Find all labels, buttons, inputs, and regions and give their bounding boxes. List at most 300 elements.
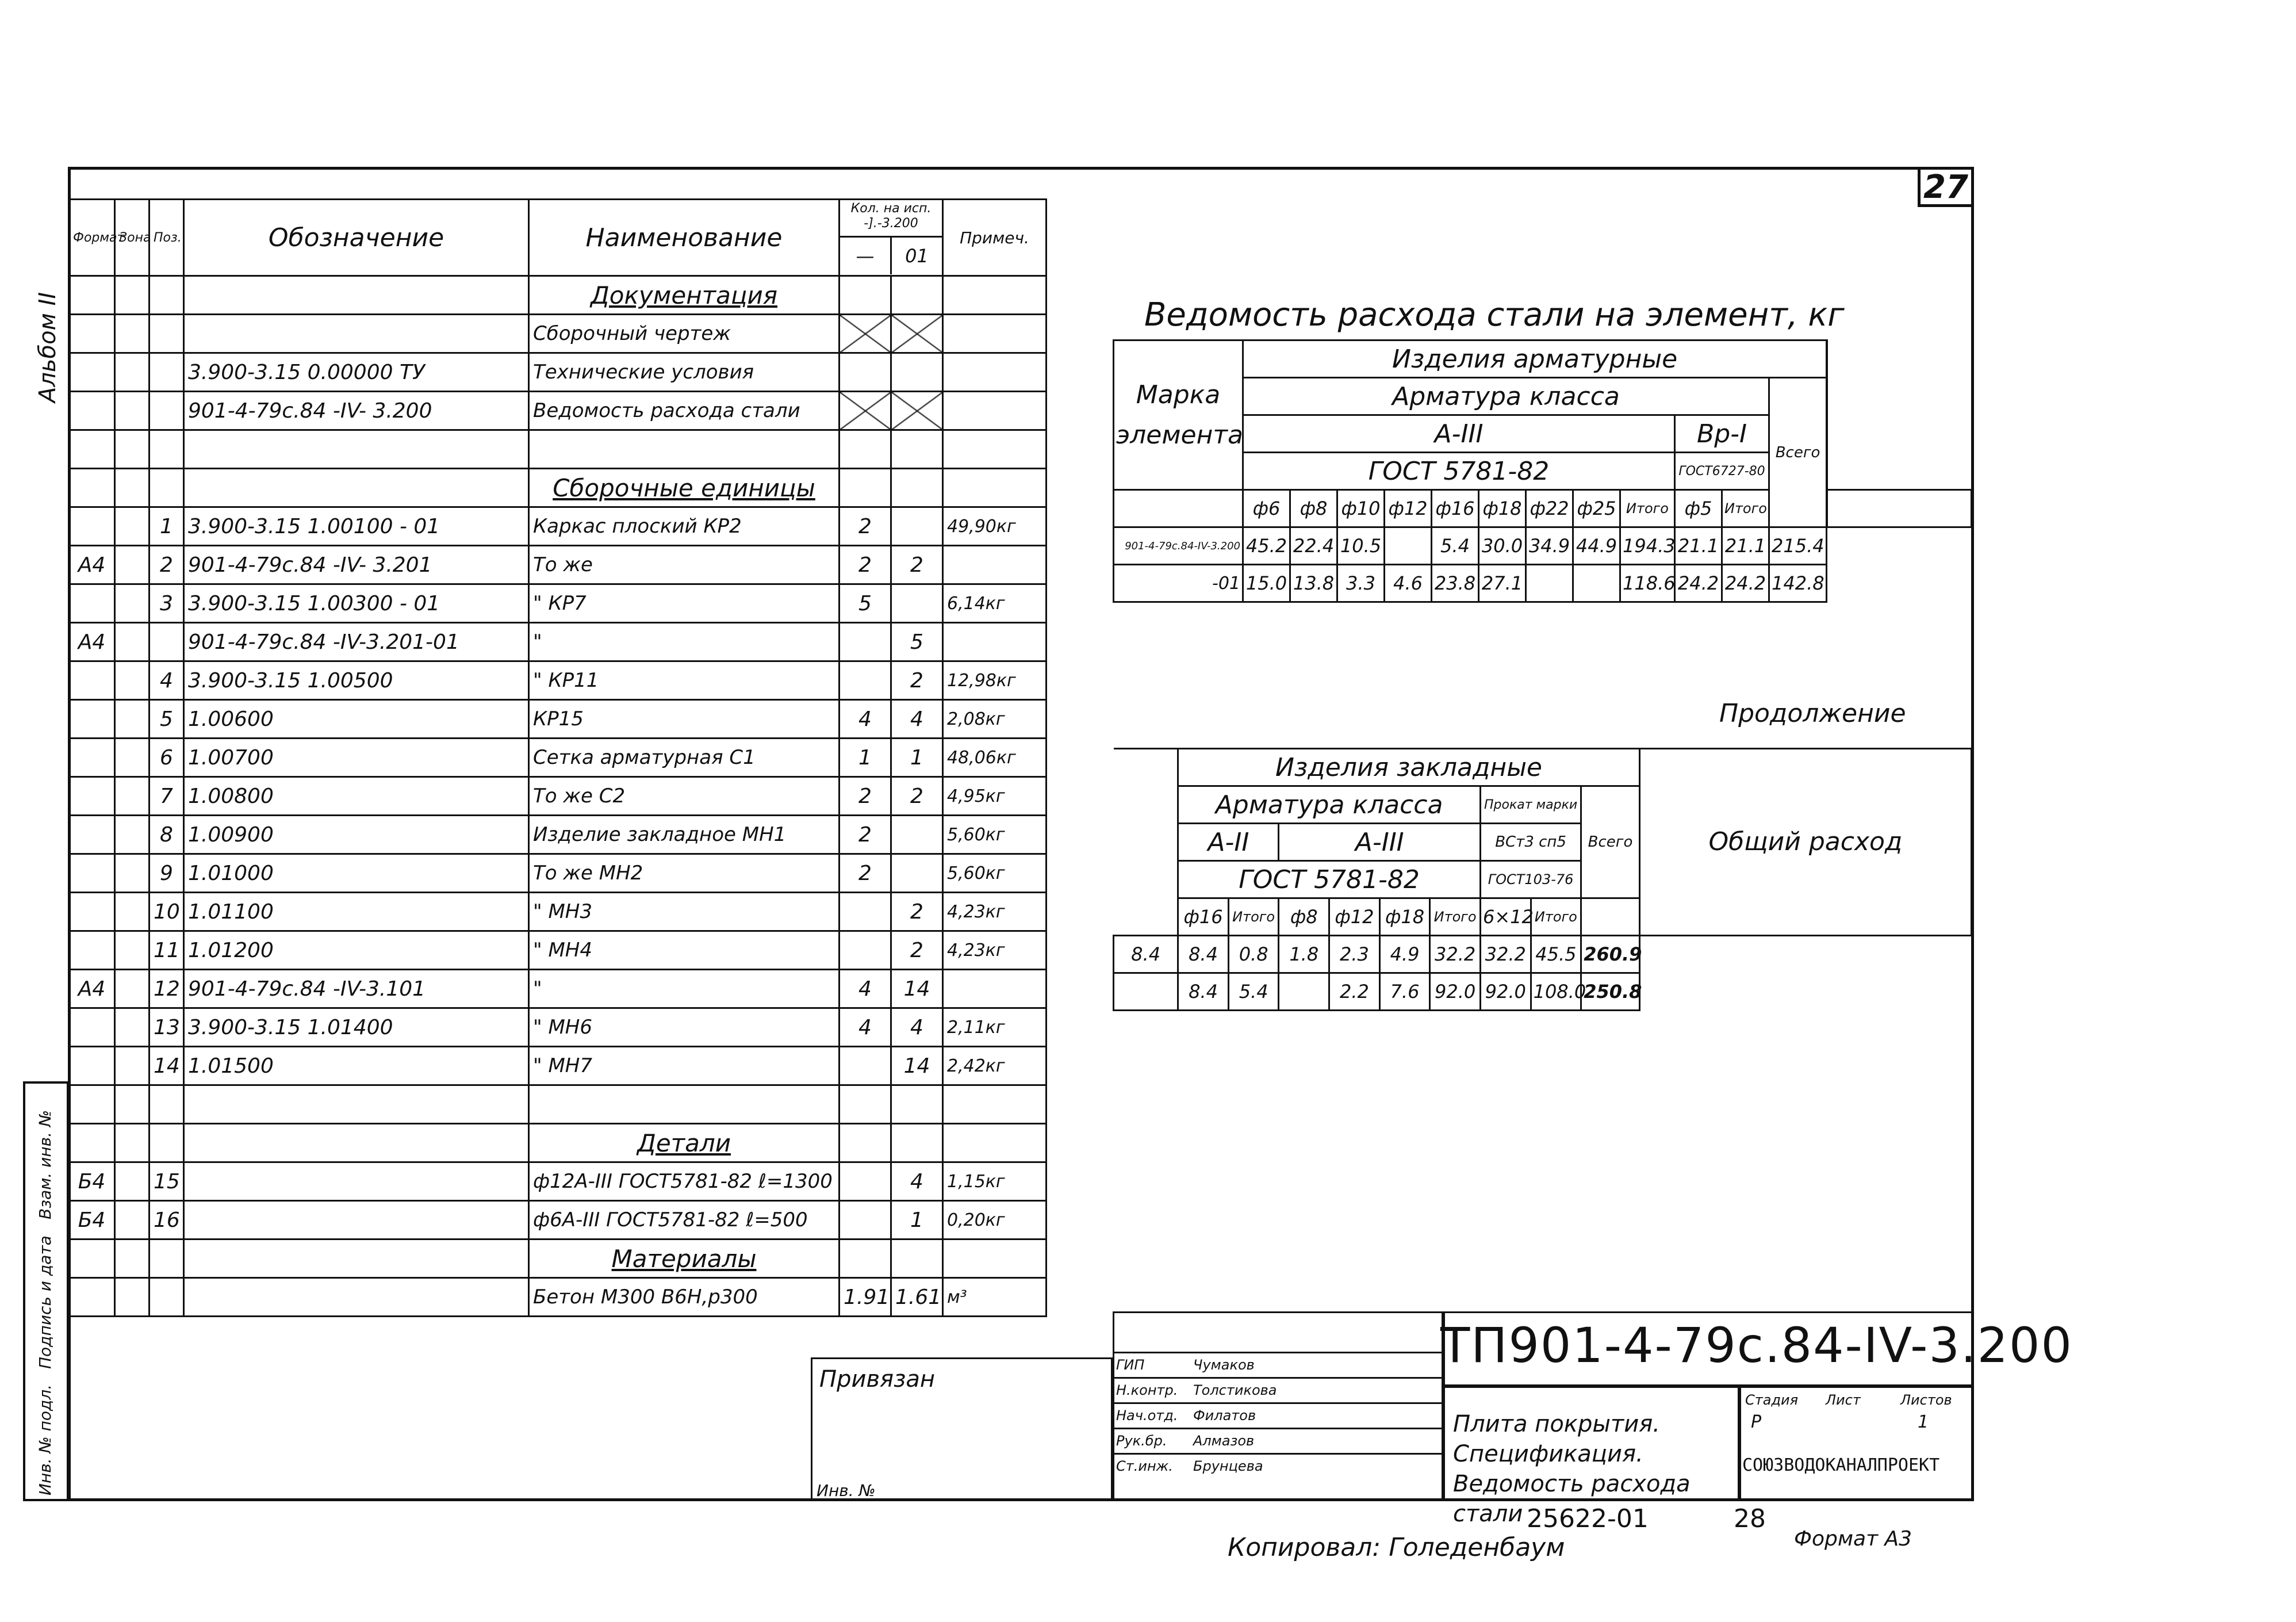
t1-value: 24.2	[1675, 565, 1722, 602]
spec-zone	[115, 816, 150, 854]
col-zone: Зона	[115, 200, 150, 276]
spec-note	[943, 430, 1047, 469]
spec-note: 4,23кг	[943, 931, 1047, 970]
spec-qty-1: 2	[840, 816, 891, 854]
spec-zone	[115, 739, 150, 777]
spec-format	[69, 931, 115, 970]
spec-row	[69, 1162, 1047, 1201]
spec-qty-1	[840, 315, 891, 353]
spec-cell-empty	[840, 1240, 891, 1278]
spec-cell-empty	[150, 1240, 184, 1278]
stamp-signature-date: Подпись и дата	[36, 1235, 55, 1369]
spec-format: Б4	[69, 1201, 115, 1240]
spec-qty-2	[891, 816, 943, 854]
t1-col-header: Итого	[1620, 490, 1675, 527]
spec-cell-empty	[184, 469, 529, 507]
spec-qty-1: 1.91	[840, 1278, 891, 1317]
spec-row	[69, 1047, 1047, 1085]
spec-designation: 901-4-79с.84 -IV- 3.200	[184, 392, 529, 430]
bound-label: Привязан	[819, 1366, 936, 1393]
spec-designation: 3.900-3.15 1.00300 - 01	[184, 584, 529, 623]
spec-row	[69, 661, 1047, 700]
role-title: ГИП	[1116, 1357, 1145, 1373]
spec-body	[69, 276, 1047, 1317]
spec-pos: 5	[150, 700, 184, 739]
spec-name: Ведомость расхода стали	[529, 392, 840, 430]
spec-row	[69, 507, 1047, 546]
spec-cell-empty	[943, 276, 1047, 315]
t1-blank	[1114, 490, 1243, 527]
role-person: Брунцева	[1193, 1458, 1263, 1474]
spec-row	[69, 1124, 1047, 1162]
spec-row	[69, 584, 1047, 623]
spec-pos: 15	[150, 1162, 184, 1201]
spec-qty-1: 4	[840, 1008, 891, 1047]
spec-qty-2: 2	[891, 931, 943, 970]
t1-col-header: ф10	[1337, 490, 1385, 527]
spec-name: "	[529, 970, 840, 1008]
organization: СОЮЗВОДОКАНАЛПРОЕКТ	[1742, 1455, 1940, 1475]
t1-value: 44.9	[1573, 527, 1620, 565]
spec-qty-2	[891, 854, 943, 893]
spec-pos	[150, 315, 184, 353]
h-rebar-products: Изделия арматурные	[1243, 341, 1827, 378]
stage-header: Стадия	[1745, 1392, 1799, 1408]
spec-qty-1	[840, 931, 891, 970]
spec-qty-1: 4	[840, 970, 891, 1008]
qty-col-2: 01	[905, 244, 929, 267]
spec-cell-empty	[943, 469, 1047, 507]
spec-designation: 1.00800	[184, 777, 529, 816]
spec-row	[69, 893, 1047, 931]
spec-designation: 1.01100	[184, 893, 529, 931]
spec-cell-empty	[184, 1240, 529, 1278]
stamp-vzam-inv: Взам. инв. №	[36, 1110, 55, 1219]
t1-value: 23.8	[1432, 565, 1479, 602]
spec-cell-empty	[150, 276, 184, 315]
t2-value: 8.4	[1178, 973, 1229, 1011]
spec-format	[69, 700, 115, 739]
t1-value	[1573, 565, 1620, 602]
role-row	[1113, 1453, 1443, 1478]
spec-designation	[184, 1201, 529, 1240]
h-vst: ВСт3 сп5	[1480, 824, 1581, 861]
spec-zone	[115, 931, 150, 970]
spec-note: 49,90кг	[943, 507, 1047, 546]
t1-total: 215.4	[1769, 527, 1827, 565]
spec-qty-1	[840, 623, 891, 661]
spec-zone	[115, 661, 150, 700]
role-row	[1113, 1377, 1443, 1402]
order-number: 25622-01	[1527, 1504, 1649, 1533]
spec-cell-empty	[69, 1240, 115, 1278]
t2-total: 45.5	[1531, 936, 1581, 973]
spec-pos: 10	[150, 893, 184, 931]
t2-value: 2.2	[1329, 973, 1380, 1011]
spec-format	[69, 661, 115, 700]
spec-pos: 3	[150, 584, 184, 623]
h-gost-5781-2: ГОСТ 5781-82	[1178, 861, 1481, 898]
spec-zone	[115, 546, 150, 584]
spec-note	[943, 970, 1047, 1008]
spec-row	[69, 430, 1047, 469]
spec-qty-1: 2	[840, 777, 891, 816]
spec-note	[943, 546, 1047, 584]
spec-zone	[115, 353, 150, 392]
spec-designation: 901-4-79с.84 -IV- 3.201	[184, 546, 529, 584]
spec-pos: 13	[150, 1008, 184, 1047]
spec-cell-empty	[115, 1124, 150, 1162]
spec-pos	[150, 430, 184, 469]
spec-zone	[115, 1278, 150, 1317]
h-bp1: Вр-I	[1675, 415, 1769, 453]
spec-zone	[115, 315, 150, 353]
spec-designation: 1.01500	[184, 1047, 529, 1085]
document-title: Плита покрытия. Спецификация. Ведомость расхода стали	[1453, 1411, 1691, 1527]
spec-row	[69, 392, 1047, 430]
qty-col-1: —	[840, 238, 892, 274]
spec-note	[943, 1085, 1047, 1124]
spec-qty-2: 2	[891, 893, 943, 931]
h-total-2: Всего	[1581, 786, 1640, 898]
stage-value: Р	[1751, 1412, 1762, 1432]
spec-cell-empty	[115, 469, 150, 507]
spec-format: Б4	[69, 1162, 115, 1201]
t1-value: 118.6	[1620, 565, 1675, 602]
t2-value: 1.8	[1279, 936, 1329, 973]
spec-row	[69, 623, 1047, 661]
spec-qty-2	[891, 1085, 943, 1124]
h-gost-5781: ГОСТ 5781-82	[1243, 453, 1675, 490]
spec-qty-1: 5	[840, 584, 891, 623]
spec-designation: 3.900-3.15 0.00000 ТУ	[184, 353, 529, 392]
t2-total-blank	[1581, 898, 1640, 936]
spec-pos	[150, 353, 184, 392]
spec-qty-1	[840, 1162, 891, 1201]
spec-name: " МН3	[529, 893, 840, 931]
spec-cell-empty	[150, 1124, 184, 1162]
t1-value: 10.5	[1337, 527, 1385, 565]
spec-note: 2,11кг	[943, 1008, 1047, 1047]
t2-col-header: ф18	[1379, 898, 1430, 936]
spec-qty-1	[840, 1085, 891, 1124]
t2-value: 32.2	[1430, 936, 1481, 973]
h-embedded-products: Изделия закладные	[1178, 749, 1640, 786]
t2-value: 32.2	[1480, 936, 1531, 973]
role-person: Филатов	[1193, 1407, 1256, 1424]
spec-zone	[115, 392, 150, 430]
spec-qty-2	[891, 392, 943, 430]
spec-name	[529, 430, 840, 469]
t2-value: 7.6	[1379, 973, 1430, 1011]
spec-pos: 1	[150, 507, 184, 546]
t1-column-row	[1114, 490, 1972, 527]
spec-row	[69, 1008, 1047, 1047]
spec-note	[943, 623, 1047, 661]
t2-overall: 250.8	[1581, 973, 1640, 1011]
spec-qty-1	[840, 353, 891, 392]
spec-cell-empty	[891, 276, 943, 315]
spec-note: 5,60кг	[943, 816, 1047, 854]
h-gost-103: ГОСТ103-76	[1480, 861, 1581, 898]
t2-col-header: ф12	[1329, 898, 1380, 936]
spec-section-title: Материалы	[529, 1240, 840, 1278]
spec-format	[69, 507, 115, 546]
spec-zone	[115, 854, 150, 893]
spec-qty-2: 2	[891, 661, 943, 700]
spec-section-title: Документация	[529, 276, 840, 315]
spec-name: " МН6	[529, 1008, 840, 1047]
spec-pos: 16	[150, 1201, 184, 1240]
spec-pos: 2	[150, 546, 184, 584]
spec-name: Изделие закладное МН1	[529, 816, 840, 854]
spec-qty-2: 4	[891, 700, 943, 739]
spec-row	[69, 931, 1047, 970]
spec-row	[69, 469, 1047, 507]
t2-value: 2.3	[1329, 936, 1380, 973]
spec-name: " КР11	[529, 661, 840, 700]
t2-value	[1114, 973, 1178, 1011]
spec-qty-2: 4	[891, 1162, 943, 1201]
t2-col-header: ф16	[1178, 898, 1229, 936]
spec-zone	[115, 700, 150, 739]
spec-format	[69, 739, 115, 777]
t1-col-header: ф25	[1573, 490, 1620, 527]
t1-total: 142.8	[1769, 565, 1827, 602]
role-title: Ст.инж.	[1116, 1458, 1173, 1474]
spec-designation	[184, 1278, 529, 1317]
spec-name	[529, 1085, 840, 1124]
spec-note: 4,95кг	[943, 777, 1047, 816]
spec-name: То же	[529, 546, 840, 584]
spec-pos: 11	[150, 931, 184, 970]
spec-designation: 901-4-79с.84 -IV-3.201-01	[184, 623, 529, 661]
spec-pos: 4	[150, 661, 184, 700]
h-gost-6727: ГОСТ6727-80	[1675, 453, 1769, 490]
t1-row	[1114, 565, 1972, 602]
spec-pos: 6	[150, 739, 184, 777]
inv-label: Инв. №	[817, 1481, 876, 1500]
h-a3-2: А-III	[1279, 824, 1481, 861]
t2-col-header: Итого	[1430, 898, 1481, 936]
spec-cell-empty	[840, 1124, 891, 1162]
spec-pos: 8	[150, 816, 184, 854]
spec-qty-1	[840, 1047, 891, 1085]
t1-col-header: ф5	[1675, 490, 1722, 527]
h-overall: Общий расход	[1639, 749, 1971, 936]
spec-note	[943, 315, 1047, 353]
t1-total-blank	[1827, 490, 1972, 527]
qty-title: Кол. на исп. -].-3.200	[840, 201, 942, 238]
spec-cell-empty	[69, 276, 115, 315]
spec-designation	[184, 430, 529, 469]
h-mark: Марка элемента	[1114, 341, 1243, 490]
t1-value: 5.4	[1432, 527, 1479, 565]
spec-zone	[115, 1008, 150, 1047]
spec-qty-1: 2	[840, 854, 891, 893]
h-rebar-class: Арматура класса	[1243, 378, 1769, 415]
spec-qty-2: 5	[891, 623, 943, 661]
spec-qty-2: 2	[891, 777, 943, 816]
col-format: Формат	[69, 200, 115, 276]
spec-note: 48,06кг	[943, 739, 1047, 777]
spec-format	[69, 584, 115, 623]
spec-note: 2,08кг	[943, 700, 1047, 739]
spec-pos: 9	[150, 854, 184, 893]
t1-mark: -01	[1114, 565, 1243, 602]
spec-qty-1: 4	[840, 700, 891, 739]
spec-row	[69, 353, 1047, 392]
col-designation: Обозначение	[184, 200, 529, 276]
spec-row	[69, 1278, 1047, 1317]
spec-format: А4	[69, 970, 115, 1008]
t1-col-header: ф22	[1526, 490, 1573, 527]
spec-format	[69, 315, 115, 353]
spec-cell-empty	[184, 1124, 529, 1162]
spec-name: КР15	[529, 700, 840, 739]
spec-note: 0,20кг	[943, 1201, 1047, 1240]
sheets-header: Листов	[1900, 1392, 1952, 1408]
t2-value: 5.4	[1228, 973, 1279, 1011]
h-total-1: Всего	[1769, 378, 1827, 527]
spec-designation: 1.01000	[184, 854, 529, 893]
spec-pos	[150, 392, 184, 430]
spec-cell-empty	[150, 469, 184, 507]
spec-cell-empty	[840, 276, 891, 315]
steel-table-embedded	[1113, 748, 1972, 1011]
col-name: Наименование	[529, 200, 840, 276]
role-row	[1113, 1428, 1443, 1453]
spec-format	[69, 353, 115, 392]
h-a2: А-II	[1178, 824, 1279, 861]
spec-row	[69, 700, 1047, 739]
t2-value: 0.8	[1228, 936, 1279, 973]
spec-qty-1	[840, 893, 891, 931]
spec-header-row	[69, 200, 1047, 276]
spec-name: Каркас плоский КР2	[529, 507, 840, 546]
spec-name: ф12А-III ГОСТ5781-82 ℓ=1300	[529, 1162, 840, 1201]
spec-note: 2,42кг	[943, 1047, 1047, 1085]
spec-cell-empty	[891, 469, 943, 507]
spec-format	[69, 893, 115, 931]
spec-note: 1,15кг	[943, 1162, 1047, 1201]
spec-cell-empty	[943, 1240, 1047, 1278]
spec-cell-empty	[840, 469, 891, 507]
role-person: Алмазов	[1193, 1433, 1255, 1449]
spec-qty-2: 2	[891, 546, 943, 584]
spec-name: ф6А-III ГОСТ5781-82 ℓ=500	[529, 1201, 840, 1240]
drawing-cipher: ТП901-4-79с.84-IV-3.200	[1440, 1317, 2073, 1374]
t2-value: 4.9	[1379, 936, 1430, 973]
h-a3: А-III	[1243, 415, 1675, 453]
spec-designation: 901-4-79с.84 -IV-3.101	[184, 970, 529, 1008]
t2-value	[1279, 973, 1329, 1011]
spec-pos: 14	[150, 1047, 184, 1085]
role-title: Н.контр.	[1116, 1382, 1178, 1398]
t2-value: 92.0	[1480, 973, 1531, 1011]
spec-designation: 1.00700	[184, 739, 529, 777]
t2-col-header: Итого	[1531, 898, 1581, 936]
t1-value: 27.1	[1479, 565, 1526, 602]
spec-pos	[150, 1278, 184, 1317]
spec-note	[943, 353, 1047, 392]
spec-designation: 1.00600	[184, 700, 529, 739]
spec-zone	[115, 430, 150, 469]
spec-name: Сетка арматурная С1	[529, 739, 840, 777]
spec-designation: 3.900-3.15 1.01400	[184, 1008, 529, 1047]
spec-name: " МН7	[529, 1047, 840, 1085]
spec-note	[943, 392, 1047, 430]
spec-name: " МН4	[529, 931, 840, 970]
sheet-format: Формат А3	[1794, 1527, 1912, 1551]
spec-qty-2	[891, 315, 943, 353]
t1-value	[1526, 565, 1573, 602]
t1-value: 34.9	[1526, 527, 1573, 565]
spec-designation: 1.01200	[184, 931, 529, 970]
spec-qty-1: 1	[840, 739, 891, 777]
spec-designation: 3.900-3.15 1.00100 - 01	[184, 507, 529, 546]
spec-name: То же С2	[529, 777, 840, 816]
role-title: Рук.бр.	[1116, 1433, 1167, 1449]
t2-value: 8.4	[1114, 936, 1178, 973]
t1-value: 21.1	[1722, 527, 1769, 565]
spec-row	[69, 276, 1047, 315]
spec-qty-2: 14	[891, 1047, 943, 1085]
continuation-label: Продолжение	[1719, 699, 1906, 728]
spec-pos: 12	[150, 970, 184, 1008]
t1-value: 22.4	[1290, 527, 1337, 565]
t1-value: 30.0	[1479, 527, 1526, 565]
col-qty	[840, 200, 943, 276]
spec-note: 4,23кг	[943, 893, 1047, 931]
spec-row	[69, 854, 1047, 893]
t1-value: 15.0	[1243, 565, 1290, 602]
page-number: 28	[1734, 1504, 1766, 1533]
role-row	[1113, 1402, 1443, 1428]
steel-table-title: Ведомость расхода стали на элемент, кг	[1144, 296, 1845, 334]
t2-value: 8.4	[1178, 936, 1229, 973]
col-pos: Поз.	[150, 200, 184, 276]
stamp-inv-podl: Инв. № подл.	[36, 1384, 55, 1495]
spec-row	[69, 1085, 1047, 1124]
spec-row	[69, 777, 1047, 816]
spec-format: А4	[69, 546, 115, 584]
spec-row	[69, 1201, 1047, 1240]
spec-note: 12,98кг	[943, 661, 1047, 700]
spec-qty-2: 14	[891, 970, 943, 1008]
spec-zone	[115, 584, 150, 623]
h-rebar-class-2: Арматура класса	[1178, 786, 1481, 824]
t2-overall: 260.9	[1581, 936, 1640, 973]
role-title: Нач.отд.	[1116, 1407, 1178, 1424]
t2-left-blank	[1114, 749, 1178, 936]
t1-col-header: Итого	[1722, 490, 1769, 527]
t2-col-header: 6×12	[1480, 898, 1531, 936]
steel-table-rebar	[1113, 339, 1972, 603]
spec-qty-2: 1	[891, 1201, 943, 1240]
spec-qty-2	[891, 584, 943, 623]
role-person: Чумаков	[1193, 1357, 1255, 1373]
t2-col-header: Итого	[1228, 898, 1279, 936]
spec-qty-1	[840, 430, 891, 469]
spec-section-title: Сборочные единицы	[529, 469, 840, 507]
spec-designation: 1.00900	[184, 816, 529, 854]
spec-qty-2	[891, 430, 943, 469]
t1-col-header: ф16	[1432, 490, 1479, 527]
spec-designation	[184, 315, 529, 353]
spec-row	[69, 546, 1047, 584]
spec-qty-1	[840, 392, 891, 430]
